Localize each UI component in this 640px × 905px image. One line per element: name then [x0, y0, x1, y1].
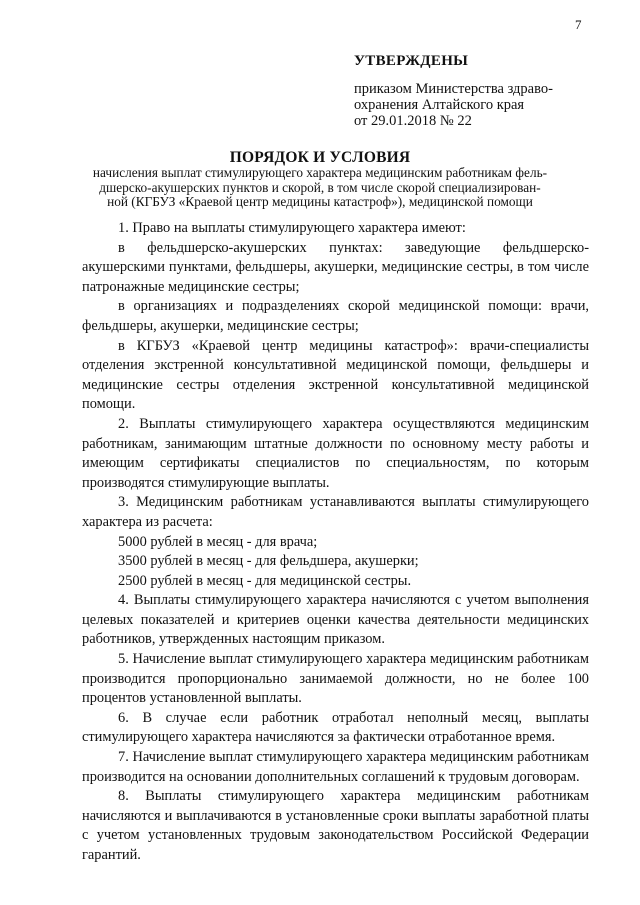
document-title: ПОРЯДОК И УСЛОВИЯ [229, 149, 411, 166]
approval-block [354, 53, 553, 129]
paragraph-1: 1. Право на выплаты стимулирующего характера имеют: [118, 220, 466, 236]
paragraph-7: 7. Начисление выплат стимулирующего характера медицинским работникам производится на основании дополнительных соглашений к трудовым договорам. [82, 749, 589, 785]
paragraph-3: 3. Медицинским работникам устанавливаются выплаты стимулирующего характера из расчета: [82, 494, 589, 530]
approval-line: от 29.01.2018 № 22 [354, 113, 472, 129]
document-subtitle [0, 166, 640, 210]
amount-doctor: 5000 рублей в месяц - для врача; [118, 533, 318, 550]
page-number: 7 [575, 17, 582, 32]
paragraph-1-ambulance: в организациях и подразделениях скорой медицинской помощи: врачи, фельдшеры, акушерки, медицинские сестры; [82, 298, 589, 334]
paragraph-1-feldsher-points: в фельдшерско-акушерских пунктах: заведующие фельдшерско-акушерскими пунктами, фельдшеры, акушерки, медицинские сестры, в том числе патронажные медицинские сестры; [82, 239, 589, 295]
paragraph-1-disaster-center: в КГБУЗ «Краевой центр медицины катастроф»: врачи-специалисты отделения экстренной консультативной медицинской помощи, фельдшеры и медицинские сестры отделения экстренной консультативной медицинской помощи. [82, 337, 589, 413]
amount-feldsher: 3500 рублей в месяц - для фельдшера, акушерки; [118, 553, 419, 570]
subtitle-line: ной (КГБУЗ «Краевой центр медицины катастроф»), медицинской помощи [107, 194, 533, 209]
paragraph-8: 8. Выплаты стимулирующего характера медицинским работникам начисляются и выплачиваются в установленные сроки выплаты заработной платы с учетом установленных трудовым законодательством Российской Федерации гарантий. [82, 788, 589, 863]
subtitle-line: дшерско-акушерских пунктов и скорой, в том числе скорой специализирован- [99, 179, 541, 195]
paragraph-6: 6. В случае если работник отработал неполный месяц, выплаты стимулирующего характера начисляются за фактически отработанное время. [82, 709, 589, 746]
approval-line: охранения Алтайского края [354, 97, 525, 113]
amount-nurse: 2500 рублей в месяц - для медицинской сестры. [118, 572, 412, 589]
approval-line: приказом Министерства здраво- [354, 81, 553, 97]
paragraph-5: 5. Начисление выплат стимулирующего характера медицинским работникам производится пропорционально занимаемой должности, но не более 100 процентов установленной выплаты. [82, 651, 589, 707]
paragraph-2: 2. Выплаты стимулирующего характера осуществляются медицинским работникам, занимающим штатные должности по основному месту работы и имеющим сертификаты специалистов по специальностям, по которым производятся стимулирующие выплаты. [82, 415, 589, 491]
approval-title: УТВЕРЖДЕНЫ [354, 53, 469, 69]
paragraph-4: 4. Выплаты стимулирующего характера начисляются с учетом выполнения целевых показателей и критериев оценки качества деятельности медицинских работников, утвержденных настоящим приказом. [82, 592, 589, 648]
document-body [82, 219, 589, 866]
subtitle-line: начисления выплат стимулирующего характера медицинским работникам фель- [92, 165, 548, 180]
